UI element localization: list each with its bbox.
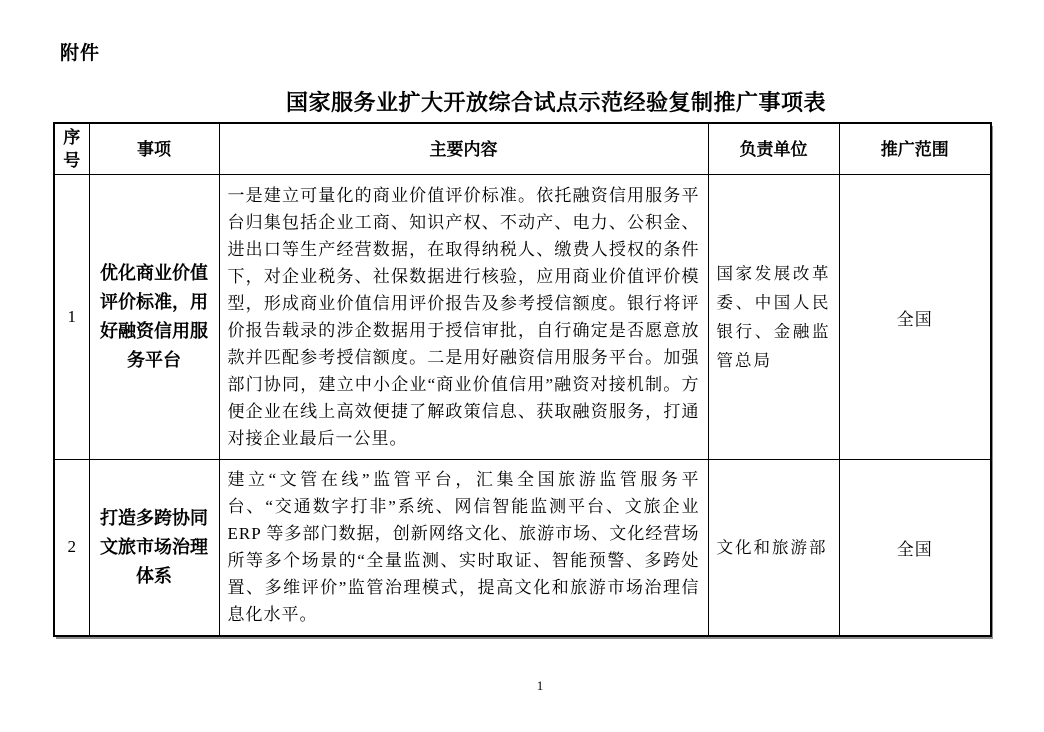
- row1-no: 1: [54, 175, 89, 460]
- promotion-items-table: [53, 122, 992, 637]
- row1-content: 一是建立可量化的商业价值评价标准。依托融资信用服务平台归集包括企业工商、知识产权、不动产、电力、公积金、进出口等生产经营数据，在取得纳税人、缴费人授权的条件下，对企业税务、社保数据进行核验，应用商业价值评价模型，形成商业价值信用评价报告及参考授信额度。银行将评价报告载录的涉企数据用于授信审批，自行确定是否愿意放款并匹配参考授信额度。二是用好融资信用服务平台。加强部门协同，建立中小企业“商业价值信用”融资对接机制。方便企业在线上高效便捷了解政策信息、获取融资服务，打通对接企业最后一公里。: [219, 175, 708, 460]
- page-number: 1: [536, 678, 544, 693]
- column-header-unit: 负责单位: [708, 123, 839, 175]
- column-header-item: 事项: [89, 123, 219, 175]
- table-header-row: [54, 123, 991, 175]
- page-title: 国家服务业扩大开放综合试点示范经验复制推广事项表: [285, 90, 826, 115]
- table-row: [54, 460, 991, 636]
- row1-scope: 全国: [839, 175, 991, 460]
- column-header-content: 主要内容: [219, 123, 708, 175]
- row1-unit: 国家发展改革委、中国人民银行、金融监管总局: [708, 175, 839, 460]
- attachment-label: 附件: [60, 43, 101, 64]
- row1-item: 优化商业价值评价标准，用好融资信用服务平台: [89, 175, 219, 460]
- row2-content: 建立“文管在线”监管平台，汇集全国旅游监管服务平台、“交通数字打非”系统、网信智能监测平台、文旅企业 ERP 等多部门数据，创新网络文化、旅游市场、文化经营场所等多个场景的“全量监测、实时取证、智能预警、多跨处置、多维评价”监管治理模式，提高文化和旅游市场治理信息化水平。: [219, 460, 708, 636]
- row2-no: 2: [54, 460, 89, 636]
- table-row: [54, 175, 991, 460]
- row2-item: 打造多跨协同文旅市场治理体系: [89, 460, 219, 636]
- column-header-scope: 推广范围: [839, 123, 991, 175]
- row2-unit: 文化和旅游部: [708, 460, 839, 636]
- row2-scope: 全国: [839, 460, 991, 636]
- column-header-no: 序号: [54, 123, 89, 175]
